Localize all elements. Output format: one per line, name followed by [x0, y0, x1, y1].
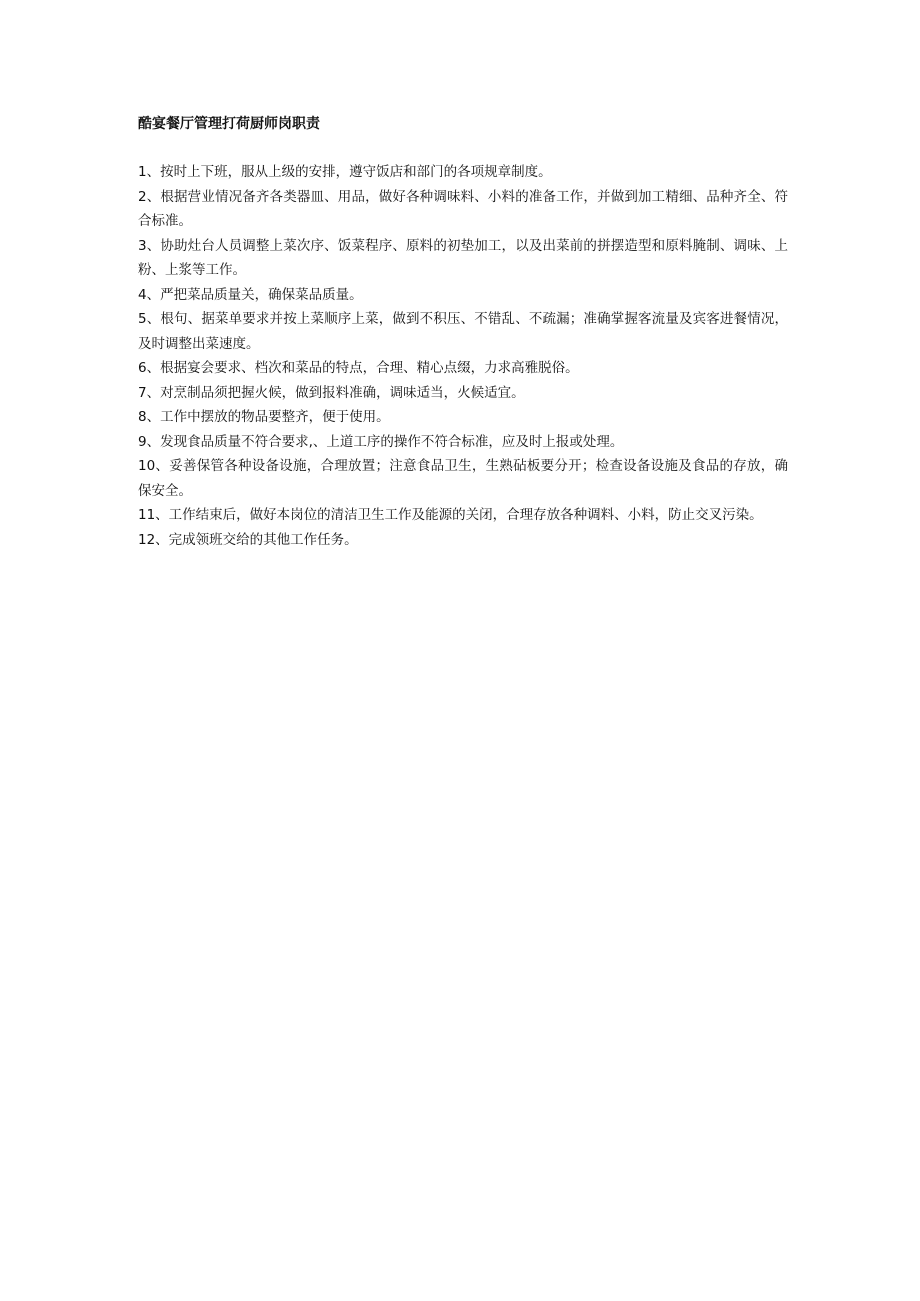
duty-item-3: 3、协助灶台人员调整上菜次序、饭菜程序、原料的初垫加工，以及出菜前的拼摆造型和原料腌制、调味、上粉、上浆等工作。 [138, 237, 788, 278]
duty-item-5: 5、根句、据菜单要求并按上菜顺序上菜，做到不积压、不错乱、不疏漏；准确掌握客流量及宾客进餐情况，及时调整出菜速度。 [138, 311, 788, 352]
duty-item-10: 10、妥善保管各种设备设施，合理放置；注意食品卫生，生熟砧板要分开；检查设备设施及食品的存放，确保安全。 [138, 458, 788, 499]
duty-item-2: 2、根据营业情况备齐各类器皿、用品，做好各种调味料、小料的准备工作，并做到加工精细、品种齐全、符合标准。 [138, 188, 788, 229]
duty-list [138, 160, 788, 552]
duty-item-9: 9、发现食品质量不符合要求,、上道工序的操作不符合标准，应及时上报或处理。 [138, 433, 624, 450]
duty-item-6: 6、根据宴会要求、档次和菜品的特点，合理、精心点缀，力求高雅脱俗。 [138, 360, 579, 376]
duty-item-7: 7、对烹制品须把握火候，做到报料准确，调味适当，火候适宜。 [138, 384, 525, 401]
duty-item-12: 12、完成领班交给的其他工作任务。 [138, 531, 358, 548]
duty-item-1: 1、按时上下班，服从上级的安排，遵守饭店和部门的各项规章制度。 [138, 164, 552, 180]
duty-item-8: 8、工作中摆放的物品要整齐，便于使用。 [138, 409, 390, 425]
duty-item-11: 11、工作结束后，做好本岗位的清洁卫生工作及能源的关闭，合理存放各种调料、小料，防止交叉污染。 [138, 507, 763, 523]
document-title: 酷宴餐厅管理打荷厨师岗职责 [138, 116, 320, 132]
duty-item-4: 4、严把菜品质量关，确保菜品质量。 [138, 286, 363, 303]
